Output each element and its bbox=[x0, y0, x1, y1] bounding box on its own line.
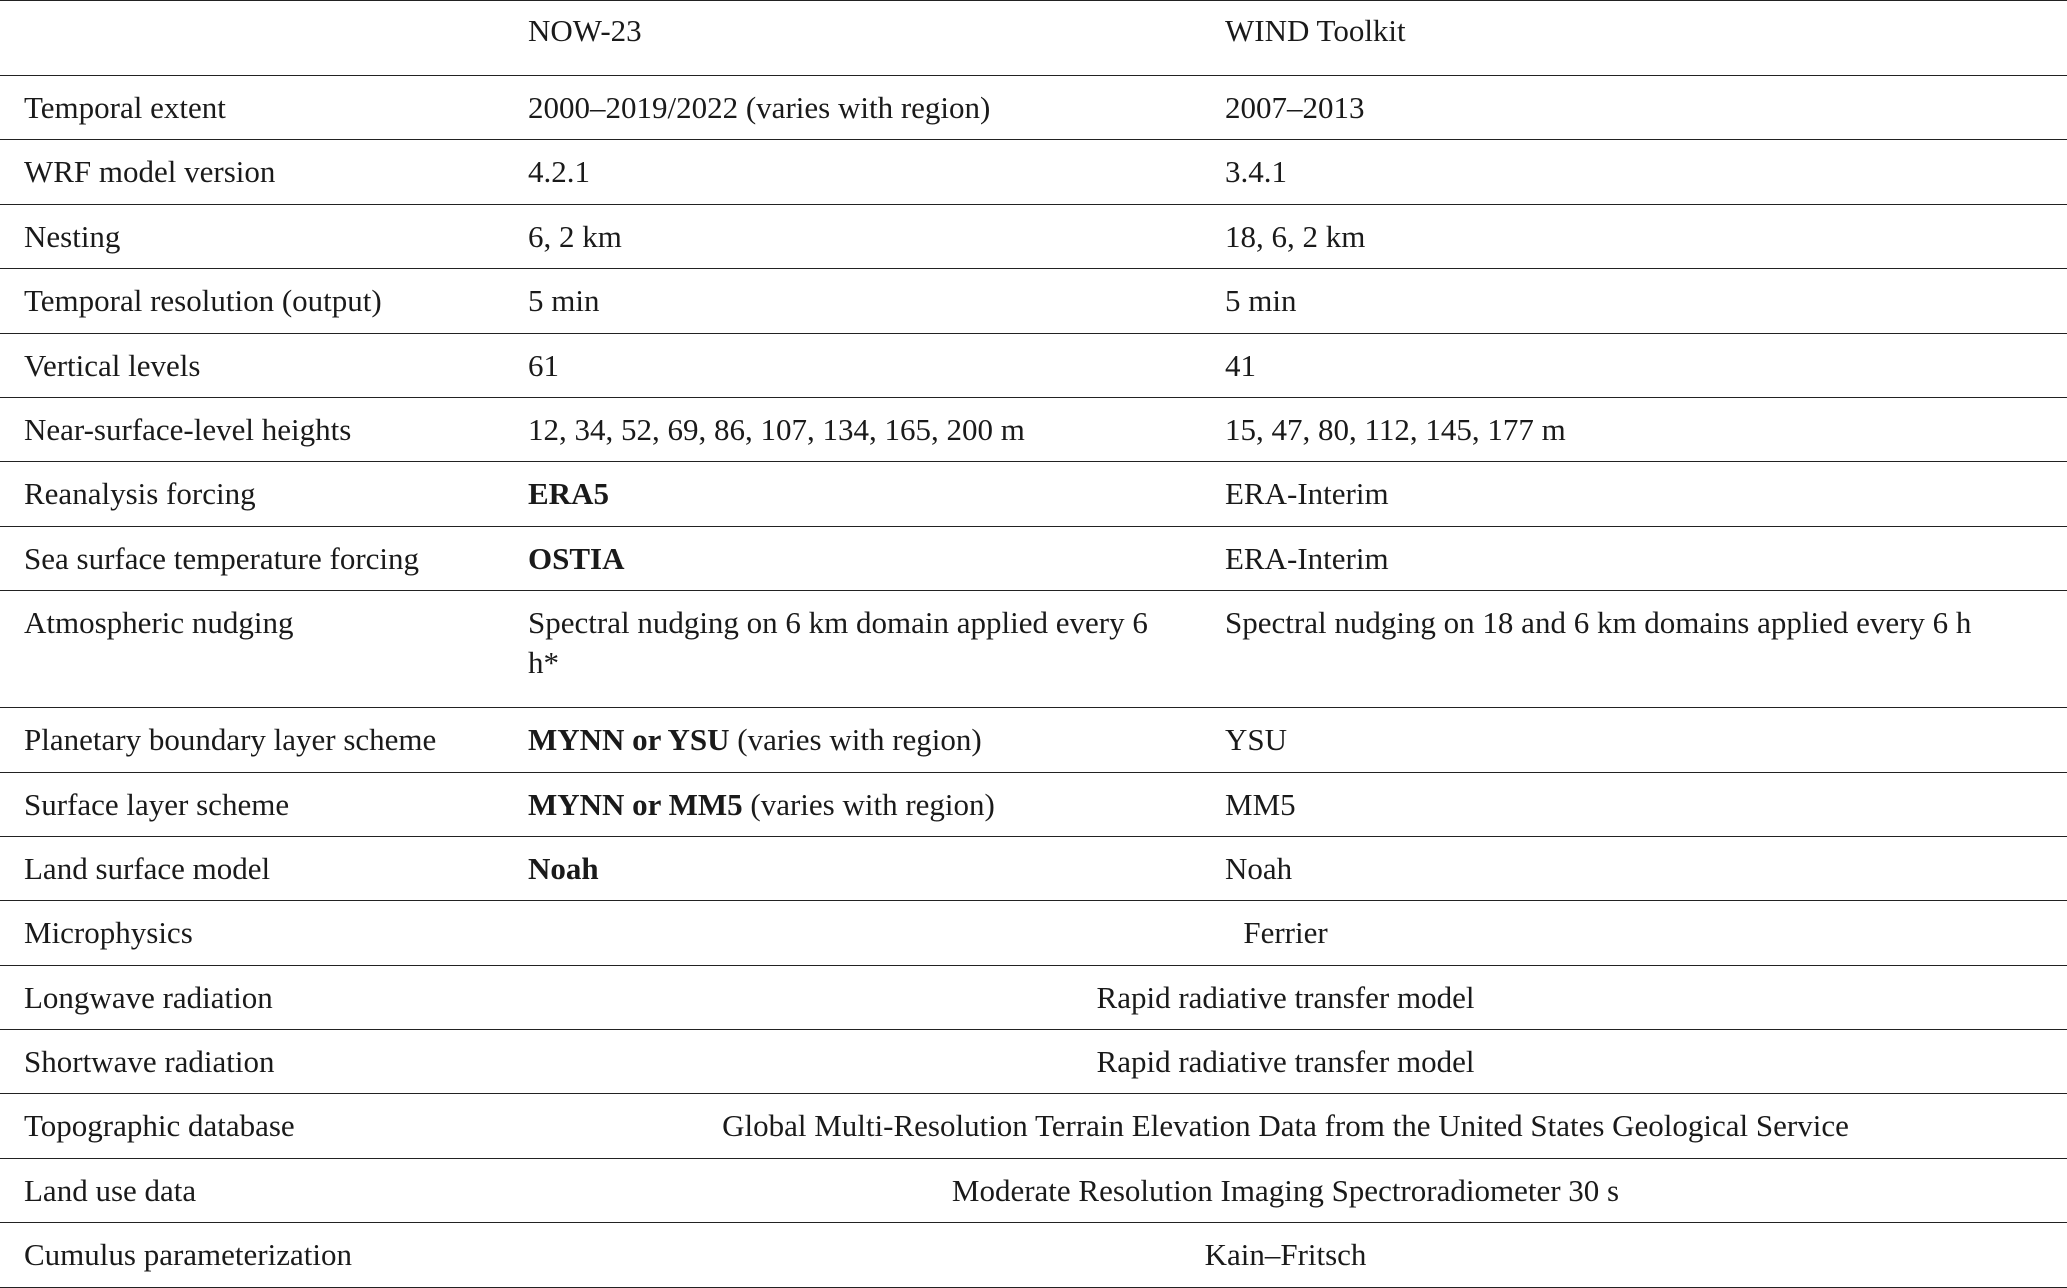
wtk-value: Spectral nudging on 18 and 6 km domains applied every 6 h bbox=[1201, 591, 2067, 708]
now23-value: Spectral nudging on 6 km domain applied every 6 h* bbox=[504, 591, 1201, 708]
header-empty-cell bbox=[0, 1, 504, 76]
row-label: Microphysics bbox=[0, 901, 504, 965]
row-label: Land use data bbox=[0, 1158, 504, 1222]
shared-value: Moderate Resolution Imaging Spectroradiometer 30 s bbox=[504, 1158, 2067, 1222]
now23-value: 61 bbox=[504, 333, 1201, 397]
row-label: Nesting bbox=[0, 204, 504, 268]
now23-value bbox=[504, 462, 1201, 526]
shared-value: Rapid radiative transfer model bbox=[504, 965, 2067, 1029]
now23-note: (varies with region) bbox=[737, 722, 982, 758]
table-row bbox=[0, 1158, 2067, 1222]
now23-value: 12, 34, 52, 69, 86, 107, 134, 165, 200 m bbox=[504, 397, 1201, 461]
wtk-value: MM5 bbox=[1201, 772, 2067, 836]
row-label: Shortwave radiation bbox=[0, 1030, 504, 1094]
now23-value: 4.2.1 bbox=[504, 140, 1201, 204]
wtk-value: YSU bbox=[1201, 708, 2067, 772]
table-row bbox=[0, 772, 2067, 836]
wtk-value: 3.4.1 bbox=[1201, 140, 2067, 204]
wtk-value: 41 bbox=[1201, 333, 2067, 397]
now23-bold-value: MYNN or MM5 bbox=[528, 786, 743, 822]
header-row bbox=[0, 1, 2067, 76]
now23-value: 2000–2019/2022 (varies with region) bbox=[504, 76, 1201, 140]
table-row bbox=[0, 397, 2067, 461]
row-label: Atmospheric nudging bbox=[0, 591, 504, 708]
table-row bbox=[0, 708, 2067, 772]
now23-bold-value: MYNN or YSU bbox=[528, 722, 730, 758]
row-label: Topographic database bbox=[0, 1094, 504, 1158]
row-label: Land surface model bbox=[0, 836, 504, 900]
table-row bbox=[0, 901, 2067, 965]
shared-value: Ferrier bbox=[504, 901, 2067, 965]
now23-value: 6, 2 km bbox=[504, 204, 1201, 268]
row-label: Cumulus parameterization bbox=[0, 1223, 504, 1287]
wtk-value: 18, 6, 2 km bbox=[1201, 204, 2067, 268]
wtk-value: ERA-Interim bbox=[1201, 526, 2067, 590]
table-row bbox=[0, 1223, 2067, 1287]
wtk-value: ERA-Interim bbox=[1201, 462, 2067, 526]
row-label: Longwave radiation bbox=[0, 965, 504, 1029]
row-label: Temporal resolution (output) bbox=[0, 269, 504, 333]
now23-bold-value: OSTIA bbox=[528, 540, 625, 576]
row-label: WRF model version bbox=[0, 140, 504, 204]
now23-value: 5 min bbox=[504, 269, 1201, 333]
row-label: Sea surface temperature forcing bbox=[0, 526, 504, 590]
table-row bbox=[0, 333, 2067, 397]
now23-bold-value: ERA5 bbox=[528, 476, 609, 512]
shared-value: Rapid radiative transfer model bbox=[504, 1030, 2067, 1094]
wtk-value: Noah bbox=[1201, 836, 2067, 900]
now23-value bbox=[504, 836, 1201, 900]
table-row bbox=[0, 1094, 2067, 1158]
wtk-value: 15, 47, 80, 112, 145, 177 m bbox=[1201, 397, 2067, 461]
row-label: Surface layer scheme bbox=[0, 772, 504, 836]
now23-bold-value: Noah bbox=[528, 850, 599, 886]
row-label: Temporal extent bbox=[0, 76, 504, 140]
row-label: Vertical levels bbox=[0, 333, 504, 397]
table-row bbox=[0, 1030, 2067, 1094]
shared-value: Global Multi-Resolution Terrain Elevation Data from the United States Geological Service bbox=[504, 1094, 2067, 1158]
row-label: Near-surface-level heights bbox=[0, 397, 504, 461]
row-label: Reanalysis forcing bbox=[0, 462, 504, 526]
now23-value bbox=[504, 772, 1201, 836]
table-row bbox=[0, 591, 2067, 708]
wtk-value: 5 min bbox=[1201, 269, 2067, 333]
table-row bbox=[0, 76, 2067, 140]
now23-note: (varies with region) bbox=[750, 786, 995, 822]
table-row bbox=[0, 965, 2067, 1029]
now23-value bbox=[504, 526, 1201, 590]
table-row bbox=[0, 269, 2067, 333]
table-row bbox=[0, 836, 2067, 900]
table-row bbox=[0, 204, 2067, 268]
header-now23: NOW-23 bbox=[504, 1, 1201, 76]
header-wind-toolkit: WIND Toolkit bbox=[1201, 1, 2067, 76]
shared-value: Kain–Fritsch bbox=[504, 1223, 2067, 1287]
table-row bbox=[0, 140, 2067, 204]
table-row bbox=[0, 462, 2067, 526]
row-label: Planetary boundary layer scheme bbox=[0, 708, 504, 772]
wtk-value: 2007–2013 bbox=[1201, 76, 2067, 140]
now23-value bbox=[504, 708, 1201, 772]
table-row bbox=[0, 526, 2067, 590]
